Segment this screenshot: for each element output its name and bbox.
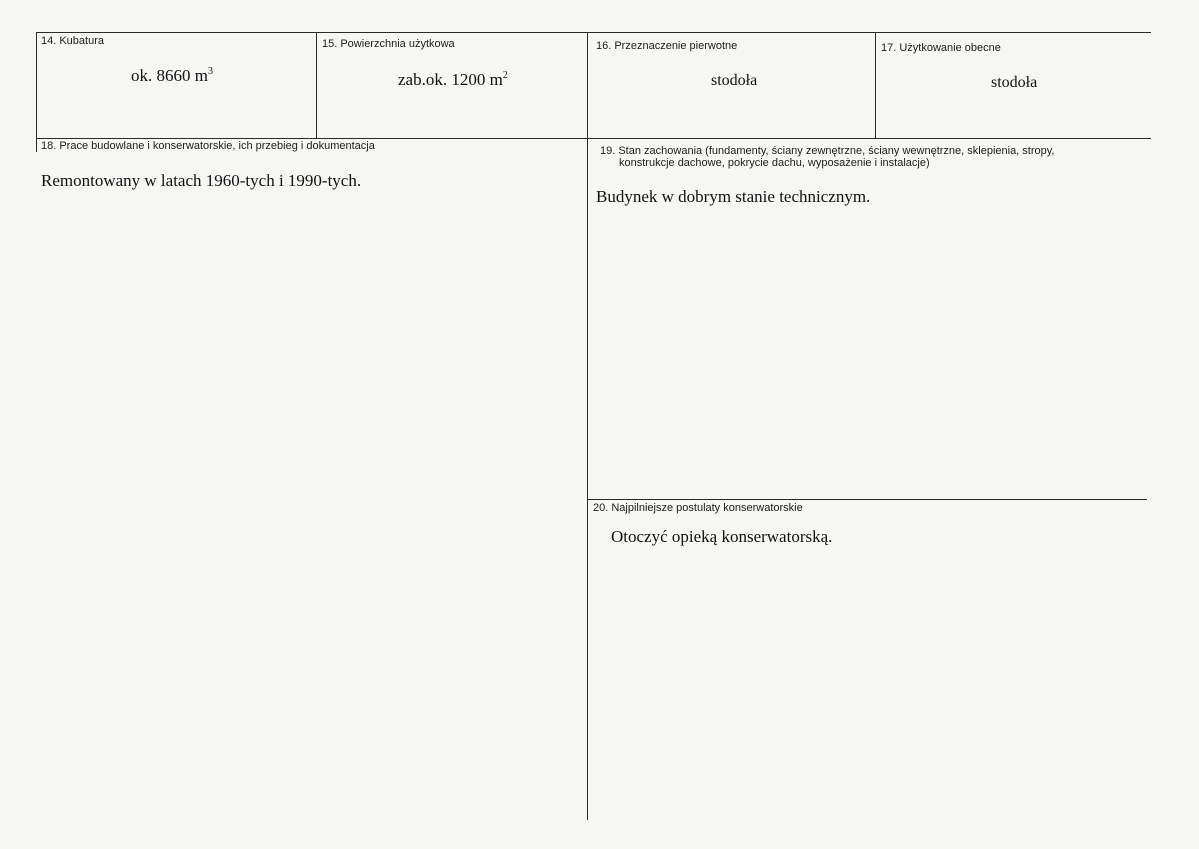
stan-label-line2: konstrukcje dachowe, pokrycie dachu, wyposażenie i instalacje) — [619, 157, 930, 169]
uzytkowanie-label: 17. Użytkowanie obecne — [881, 42, 1001, 54]
stan-value: Budynek w dobrym stanie technicznym. — [596, 187, 871, 206]
col-divider-3 — [875, 32, 876, 138]
left-border — [36, 32, 37, 152]
postulaty-label: 20. Najpilniejsze postulaty konserwatorskie — [593, 502, 803, 514]
przeznaczenie-value: stodoła — [711, 72, 758, 89]
kubatura-value — [131, 66, 213, 86]
section-20-divider — [587, 499, 1147, 500]
row-divider — [36, 138, 1151, 139]
prace-label: 18. Prace budowlane i konserwatorskie, ich przebieg i dokumentacja — [41, 140, 375, 152]
col-divider-2 — [587, 32, 588, 820]
uzytkowanie-value: stodoła — [991, 74, 1038, 91]
col-divider-1 — [316, 32, 317, 138]
kubatura-value-text: ok. 8660 m — [131, 66, 208, 85]
powierzchnia-value-text: zab.ok. 1200 m — [398, 70, 503, 89]
kubatura-label: 14. Kubatura — [41, 35, 104, 47]
stan-label-line1: 19. Stan zachowania (fundamenty, ściany zewnętrzne, ściany wewnętrzne, sklepienia, stropy, — [600, 145, 1055, 157]
prace-value: Remontowany w latach 1960-tych i 1990-tych. — [41, 171, 362, 190]
powierzchnia-value-exponent: 2 — [502, 70, 508, 81]
przeznaczenie-label: 16. Przeznaczenie pierwotne — [596, 40, 738, 52]
powierzchnia-value — [398, 70, 508, 90]
top-border — [36, 32, 1151, 33]
kubatura-value-exponent: 3 — [207, 66, 213, 77]
powierzchnia-label: 15. Powierzchnia użytkowa — [322, 38, 455, 50]
postulaty-value: Otoczyć opieką konserwatorską. — [611, 527, 833, 546]
